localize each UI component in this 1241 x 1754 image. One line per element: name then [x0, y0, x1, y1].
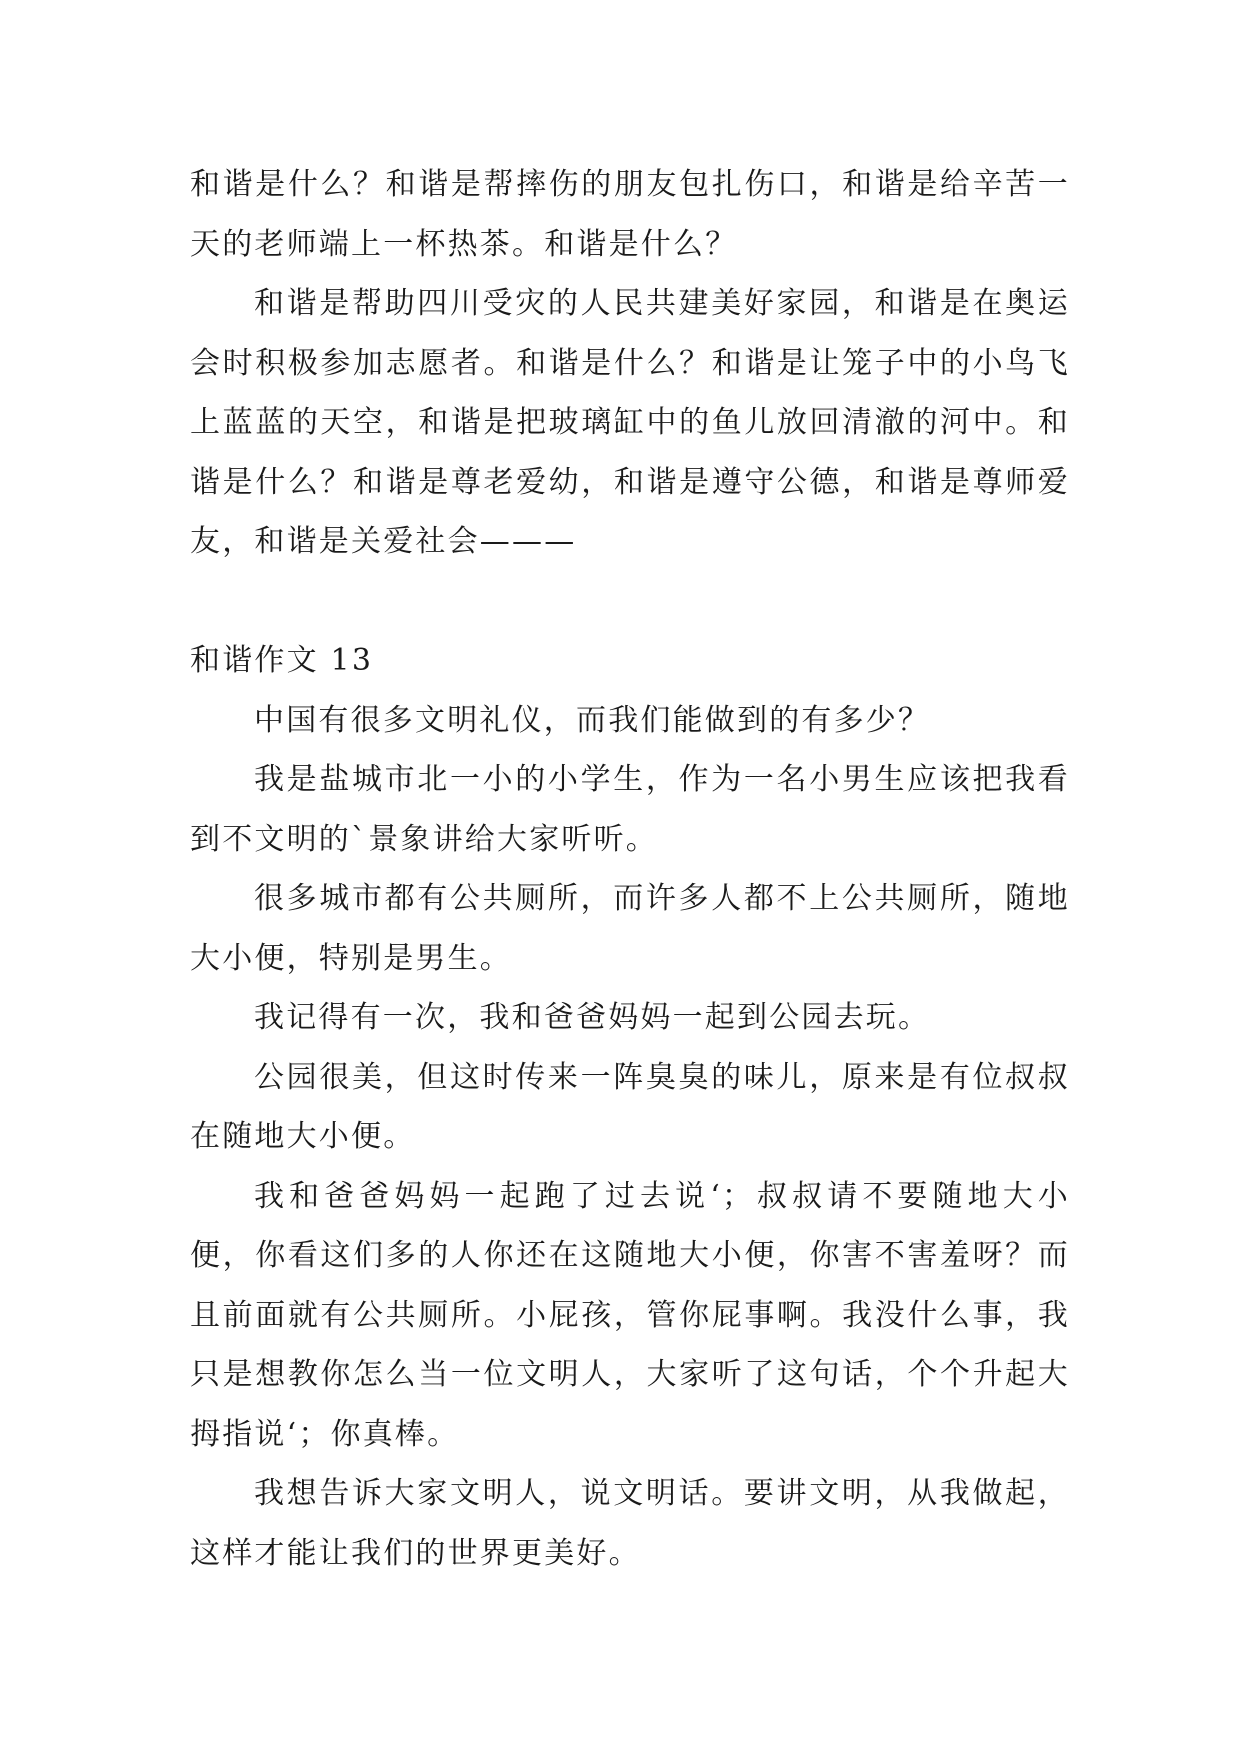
paragraph-4: 我记得有一次，我和爸爸妈妈一起到公园去玩。	[254, 1000, 931, 1035]
paragraph-5: 公园很美，但这时传来一阵臭臭的味儿，原来是有位叔叔在随地大小便。	[190, 1059, 1070, 1154]
paragraph-7: 我想告诉大家文明人，说文明话。要讲文明，从我做起，这样才能让我们的世界更美好。	[190, 1476, 1070, 1571]
paragraph-intro-1: 和谐是什么？和谐是帮摔伤的朋友包扎伤口，和谐是给辛苦一天的老师端上一杯热茶。和谐是什么？	[190, 167, 1070, 262]
paragraph-6: 我和爸爸妈妈一起跑了过去说‘；叔叔请不要随地大小便，你看这们多的人你还在这随地大小便，你害不害羞呀？而且前面就有公共厕所。小屁孩，管你屁事啊。我没什么事，我只是想教你怎么当一位文明人，大家听了这句话，个个升起大拇指说‘；你真棒。	[190, 1178, 1070, 1452]
paragraph-2: 我是盐城市北一小的小学生，作为一名小男生应该把我看到不文明的`景象讲给大家听听。	[190, 762, 1070, 857]
paragraph-1: 中国有很多文明礼仪，而我们能做到的有多少？	[254, 702, 931, 738]
paragraph-intro-2: 和谐是帮助四川受灾的人民共建美好家园，和谐是在奥运会时积极参加志愿者。和谐是什么？和谐是让笼子中的小鸟飞上蓝蓝的天空，和谐是把玻璃缸中的鱼儿放回清澈的河中。和谐是什么？和谐是尊老爱幼，和谐是遵守公德，和谐是尊师爱友，和谐是关爱社会———	[190, 286, 1070, 559]
paragraph-3: 很多城市都有公共厕所，而许多人都不上公共厕所，随地大小便，特别是男生。	[190, 881, 1070, 976]
section-title: 和谐作文 13	[190, 643, 374, 678]
document-body	[190, 155, 1070, 1583]
